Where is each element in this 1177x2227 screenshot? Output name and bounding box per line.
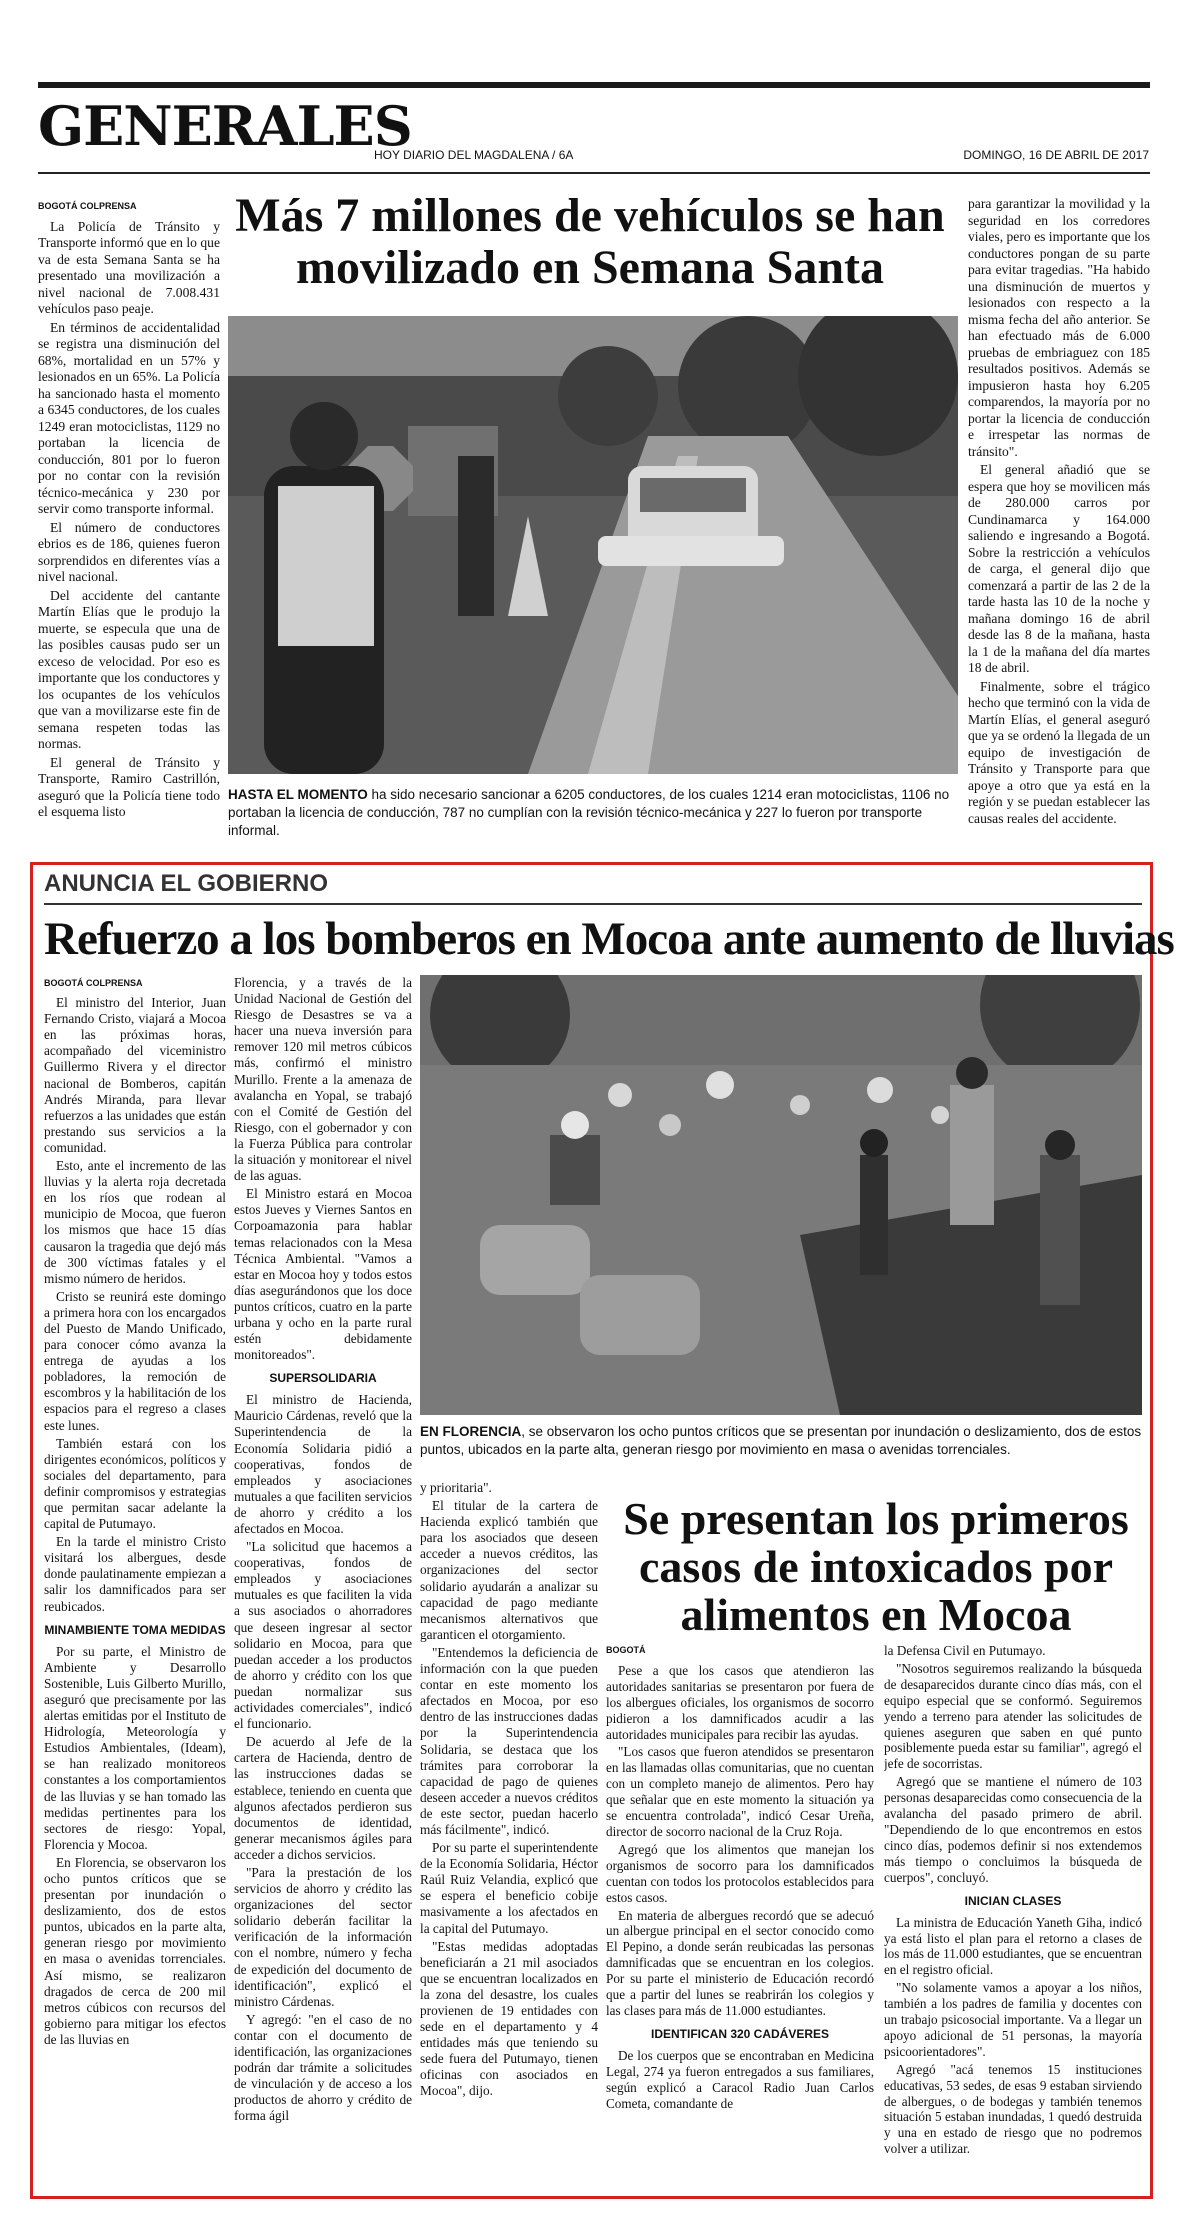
paragraph: También estará con los dirigentes económicos, políticos y sociales del departamento, para definir compromisos y estrategias que permitan sacar adelante la capital de Putumayo. bbox=[44, 1435, 226, 1532]
article3-column-1 bbox=[606, 1643, 874, 2191]
article2-headline: Refuerzo a los bomberos en Mocoa ante aumento de lluvias bbox=[44, 913, 1174, 965]
paragraph: Esto, ante el incremento de las lluvias y la alerta roja decretada en los ríos que rodean al municipio de Mocoa, que fueron los mismos que hace 15 días causaron la tragedia que dejó más de 300 víctimas fatales y el mismo número de heridos. bbox=[44, 1158, 226, 1286]
caption-lead: EN FLORENCIA bbox=[420, 1424, 522, 1439]
article1-left-column bbox=[38, 198, 220, 838]
header-rule bbox=[38, 172, 1150, 174]
paragraph: El número de conductores ebrios es de 186, quienes fueron sorprendidos en diferentes vías a nivel nacional. bbox=[38, 519, 220, 584]
article2-column-1 bbox=[44, 975, 226, 2191]
paragraph: El titular de la cartera de Hacienda explicó también que para los asociados que deseen acceder a nuevos créditos, las organizaciones del sector solidario ayudarán a analizar su capacidad de pago mediante mecanismos alternativos que garanticen el otorgamiento. bbox=[420, 1498, 598, 1642]
paragraph: Cristo se reunirá este domingo a primera hora con los encargados del Puesto de Mando Unificado, para conocer cómo avanza la entrega de ayudas a los pobladores, la remoción de escombros y la habilitación de los espacios para el regreso a clases este lunes. bbox=[44, 1288, 226, 1433]
paragraph: La ministra de Educación Yaneth Giha, indicó ya está listo el plan para el retorno a clases de los más de 11.000 estudiantes, que se encuentran en el registro oficial. bbox=[884, 1914, 1142, 1978]
article1-headline: Más 7 millones de vehículos se han movilizado en Semana Santa bbox=[235, 189, 945, 294]
paragraph: En Florencia, se observaron los ocho puntos críticos que se presentan por inundación o deslizamiento, dos de estos puntos, ubicados en la parte alta, generan riesgo por movimiento en masa o avenidas torrenciales. Así mismo, se realizaron dragados de cerca de 200 mil metros cúbicos con recursos del gobierno para mitigar los efectos de las lluvias en bbox=[44, 1854, 226, 2047]
paragraph: Agregó que los alimentos que manejan los organismos de socorro para los damnificados cuentan con todos los protocolos establecidos para estos casos. bbox=[606, 1841, 874, 1905]
paragraph: Agregó "acá tenemos 15 instituciones educativas, 53 sedes, de esas 9 estaban sirviendo de albergues, o de bodegas y también tenemos situación 5 estaban inundadas, 1 quedó destruida y una en estado de riesgo que no podremos volver a utilizar. bbox=[884, 2061, 1142, 2157]
subheading: SUPERSOLIDARIA bbox=[269, 1371, 377, 1386]
article2-caption bbox=[420, 1423, 1142, 1459]
article1-byline: BOGOTÁ COLPRENSA bbox=[38, 201, 137, 211]
kicker-rule bbox=[44, 903, 1142, 905]
paragraph: Finalmente, sobre el trágico hecho que terminó con la vida de Martín Elías, el general aseguró que ya se ordenó la llegada de un equipo de investigación de Tránsito y Transporte para que apoye a otro que ya está en la región y se puedan establecer las causas reales del accidente. bbox=[968, 678, 1150, 826]
paragraph: "Los casos que fueron atendidos se presentaron en las llamadas ollas comunitarias, que no cuentan con un completo manejo de alimentos. Pero hay que señalar que en este momento la situación ya se encuentra controlada", indicó Cesar Ureña, director de socorro nacional de la Cruz Roja. bbox=[606, 1744, 874, 1839]
article3-byline: BOGOTÁ bbox=[606, 1645, 646, 1655]
paragraph: El general de Tránsito y Transporte, Ramiro Castrillón, aseguró que la Policía tiene todo el esquema listo bbox=[38, 754, 220, 819]
paragraph: "Estas medidas adoptadas beneficiarán a 21 mil asociados que se encuentran localizados en la zona del desastre, los cuales provienen de 19 entidades con sede en el departamento y 4 entidades más que teniendo su sede fuera del Putumayo, tienen oficinas con asociados en Mocoa", dijo. bbox=[420, 1938, 598, 2099]
paragraph: En materia de albergues recordó que se adecuó un albergue principal en el sector conocido como El Pepino, a donde serán reubicadas las personas damnificadas que se encuentran en los colegios. Por su parte el ministerio de Educación recordó que a partir del lunes se reabrirán los colegios y las clases para más de 11.000 estudiantes. bbox=[606, 1907, 874, 2018]
paragraph: El ministro del Interior, Juan Fernando Cristo, viajará a Mocoa en las próximas horas, acompañado del viceministro Guillermo Rivera y el director nacional de Bomberos, capitán Andrés Miranda, para llevar refuerzos a las unidades que están prestando sus servicios a la comunidad. bbox=[44, 995, 226, 1155]
caption-text: ha sido necesario sancionar a 6205 conductores, de los cuales 1214 eran motociclistas, 1106 no portaban la licencia de conducción, 787 no cumplían con la revisión técnico-mecánica y 227 lo fueron por transporte informal. bbox=[228, 787, 950, 838]
top-rule bbox=[38, 82, 1150, 88]
paragraph: "La solicitud que hacemos a cooperativas, fondos de empleados y asociaciones mutuales es que faciliten la vida a sus asociados o ahorradores que deseen ingresar al sector solidario en Mocoa, para que puedan acceder a los productos de ahorro y crédito con los que puedan normalizar sus actividades comerciales", indicó el funcionario. bbox=[234, 1539, 412, 1732]
paragraph: Florencia, y a través de la Unidad Nacional de Gestión del Riesgo de Desastres se va a hacer una nueva inversión para remover 120 mil metros cúbicos más, confirmó el ministro Murillo. Frente a la amenaza de avalancha en Yopal, se trabajó con el Comité de Gestión del Riesgo, con el gobernador y con la Fuerza Pública para controlar la situación y monitorear el nivel de las aguas. bbox=[234, 975, 412, 1184]
paragraph: De acuerdo al Jefe de la cartera de Hacienda, dentro de las instrucciones dadas se establece, teniendo en cuenta que algunos afectados perdieron sus documentos de identidad, generar mecanismos ágiles para acceder a dichos servicios. bbox=[234, 1734, 412, 1862]
section-title: GENERALES bbox=[38, 94, 412, 158]
paragraph: El general añadió que se espera que hoy se movilicen más de 280.000 carros por Cundinamarca y 164.000 saliendo e ingresando a Bogotá. Sobre la restricción a vehículos de carga, el general dijo que comenzará a partir de las 2 de la tarde hasta las 10 de la noche y mañana domingo 16 de abril desde las 8 de la mañana, hasta la 1 de la mañana del día martes 18 de abril. bbox=[968, 462, 1150, 675]
paragraph: "Para la prestación de los servicios de ahorro y crédito las organizaciones del sector solidario deberán facilitar la verificación de la información con el nombre, número y fecha de expedición del documento de identificación", explicó el ministro Cárdenas. bbox=[234, 1864, 412, 2009]
paragraph: El Ministro estará en Mocoa estos Jueves y Viernes Santos en Corpoamazonia para hablar temas relacionados con la Mesa Técnica Ambiental. "Vamos a estar en Mocoa hoy y todos estos días asegurándonos que los doce puntos críticos, cuatro en la parte urbana y ocho en la parte rural estén debidamente monitoreados". bbox=[234, 1186, 412, 1363]
paragraph: Agregó que se mantiene el número de 103 personas desaparecidas como consecuencia de la avalancha del pasado primero de abril. "Dependiendo de lo que encontremos en estos cinco días, podemos definir si nos extendemos más tiempo o concluimos la búsqueda de cuerpos", concluyó. bbox=[884, 1774, 1142, 1885]
paragraph: para garantizar la movilidad y la seguridad en los corredores viales, pero es importante que los conductores pongan de su parte para evitar tragedias. "Ha habido una disminución de muertos y lesionados con respecto a la misma fecha del año anterior. Se han efectuado más de 6.000 pruebas de embriaguez con 185 resultados positivos. Además se impusieron hasta hoy 6.205 comparendos, la mayoría por no portar la licencia de conducción e irrespetar las normas de tránsito". bbox=[968, 196, 1150, 459]
article2-column-3 bbox=[420, 1480, 598, 2191]
caption-text: , se observaron los ocho puntos críticos que se presentan por inundación o deslizamiento, dos de estos puntos, ubicados en la parte alta, generan riesgo por movimiento en masa o avenidas torrenciales. bbox=[420, 1424, 1142, 1457]
traffic-checkpoint-photo bbox=[228, 316, 958, 774]
paragraph: El ministro de Hacienda, Mauricio Cárdenas, reveló que la Superintendencia de la Economía Solidaria pidió a cooperativas, fondos de empleados y asociaciones mutuales a que faciliten servicios de ahorro y crédito a los afectados en Mocoa. bbox=[234, 1392, 412, 1536]
paragraph: "Entendemos la deficiencia de información con la que pueden contar en este momento los afectados en Mocoa, por eso dentro de las instrucciones dadas por la Superintendencia Solidaria, se destaca que los trámites para corroborar la capacidad de pago de quienes deseen acceder a nuevos créditos de este sector, puedan hacerlo más fácilmente", indicó. bbox=[420, 1644, 598, 1837]
subheading: IDENTIFICAN 320 CADÁVERES bbox=[650, 2026, 830, 2041]
caption-lead: HASTA EL MOMENTO bbox=[228, 787, 368, 802]
paragraph: la Defensa Civil en Putumayo. bbox=[884, 1643, 1046, 1658]
paragraph: Del accidente del cantante Martín Elías que le produjo la muerte, se especula que una de las posibles causas pudo ser un exceso de velocidad. Por eso es importante que los conductores y los ocupantes de los vehículos que van a movilizarse este fin de semana respeten todas las normas. bbox=[38, 587, 220, 751]
issue-date: DOMINGO, 16 DE ABRIL DE 2017 bbox=[963, 148, 1149, 162]
paragraph: Por su parte el superintendente de la Economía Solidaria, Héctor Raúl Ruiz Velandia, explicó que se espera el beneficio cobije masivamente a los afectados en la capital del Putumayo. bbox=[420, 1840, 598, 1936]
article3-headline: Se presentan los primeros casos de intoxicados por alimentos en Mocoa bbox=[623, 1493, 1129, 1640]
article2-byline: BOGOTÁ COLPRENSA bbox=[44, 978, 143, 988]
paragraph: Pese a que los casos que atendieron las autoridades sanitarias se presentaron por fuera de los albergues oficiales, los organismos de socorro pidieron a los damnificados acudir a las autoridades municipales para recibir las ayudas. bbox=[606, 1662, 874, 1742]
paragraph: De los cuerpos que se encontraban en Medicina Legal, 274 ya fueron entregados a sus familiares, según explicó a Caracol Radio Juan Carlos Cometa, comandante de bbox=[606, 2047, 874, 2111]
article1-photo bbox=[228, 316, 958, 774]
article1-right-column bbox=[968, 196, 1150, 848]
subheading: MINAMBIENTE TOMA MEDIDAS bbox=[44, 1622, 226, 1637]
article1-caption bbox=[228, 786, 958, 840]
paragraph: En términos de accidentalidad se registra una disminución del 68%, mortalidad en un 57% y lesionados en un 65%. La Policía ha sancionado hasta el momento a 6345 conductores, de los cuales 1249 eran motociclistas, 1129 no portaban la licencia de conducción, 801 por lo fueron por no contar con la revisión técnico-mecánica y 230 por servir como transporte informal. bbox=[38, 319, 220, 516]
paragraph: Y agregó: "en el caso de no contar con el documento de identificación, las organizaciones podrán dar trámite a solicitudes de vinculación y de acceso a los productos de ahorro y crédito de forma ágil bbox=[234, 2011, 412, 2124]
article2-kicker: ANUNCIA EL GOBIERNO bbox=[44, 870, 329, 897]
paper-name: HOY DIARIO DEL MAGDALENA / 6A bbox=[374, 148, 574, 162]
paragraph: Por su parte, el Ministro de Ambiente y Desarrollo Sostenible, Luis Gilberto Murillo, aseguró que precisamente por las alertas emitidas por el Instituto de Hidrología, Meteorología y Estudios Ambientales, (Ideam), se han realizado monitoreos constantes a los comportamientos de las lluvias y se han tomado las medidas pertinentes para los sectores de riesgo: Yopal, Florencia y Mocoa. bbox=[44, 1643, 226, 1852]
article3-column-2 bbox=[884, 1643, 1142, 2191]
paragraph: "No solamente vamos a apoyar a los niños, también a los padres de familia y docentes con un trabajo psicosocial importante. Va a llegar un apoyo adicional de 51 personas, la mayoría psicoorientadores". bbox=[884, 1980, 1142, 2059]
subheading: INICIAN CLASES bbox=[964, 1893, 1062, 1908]
paragraph: La Policía de Tránsito y Transporte informó que en lo que va de esta Semana Santa se ha presentado una movilización a nivel nacional de 7.008.431 vehículos paso peaje. bbox=[38, 218, 220, 316]
rescue-workers-photo bbox=[420, 975, 1142, 1415]
article2-photo bbox=[420, 975, 1142, 1415]
paragraph: "Nosotros seguiremos realizando la búsqueda de desaparecidos durante cinco días más, con el equipo especial que se conformó. Seguiremos yendo a terreno para atender las solicitudes de quienes aseguren que saben en qué punto posiblemente pueda estar su familiar", agregó el jefe de socorristas. bbox=[884, 1660, 1142, 1772]
paragraph: y prioritaria". bbox=[420, 1480, 492, 1495]
article2-column-2 bbox=[234, 975, 412, 2191]
paragraph: En la tarde el ministro Cristo visitará los albergues, desde donde paulatinamente empiezan a salir los damnificados para ser reubicados. bbox=[44, 1534, 226, 1614]
